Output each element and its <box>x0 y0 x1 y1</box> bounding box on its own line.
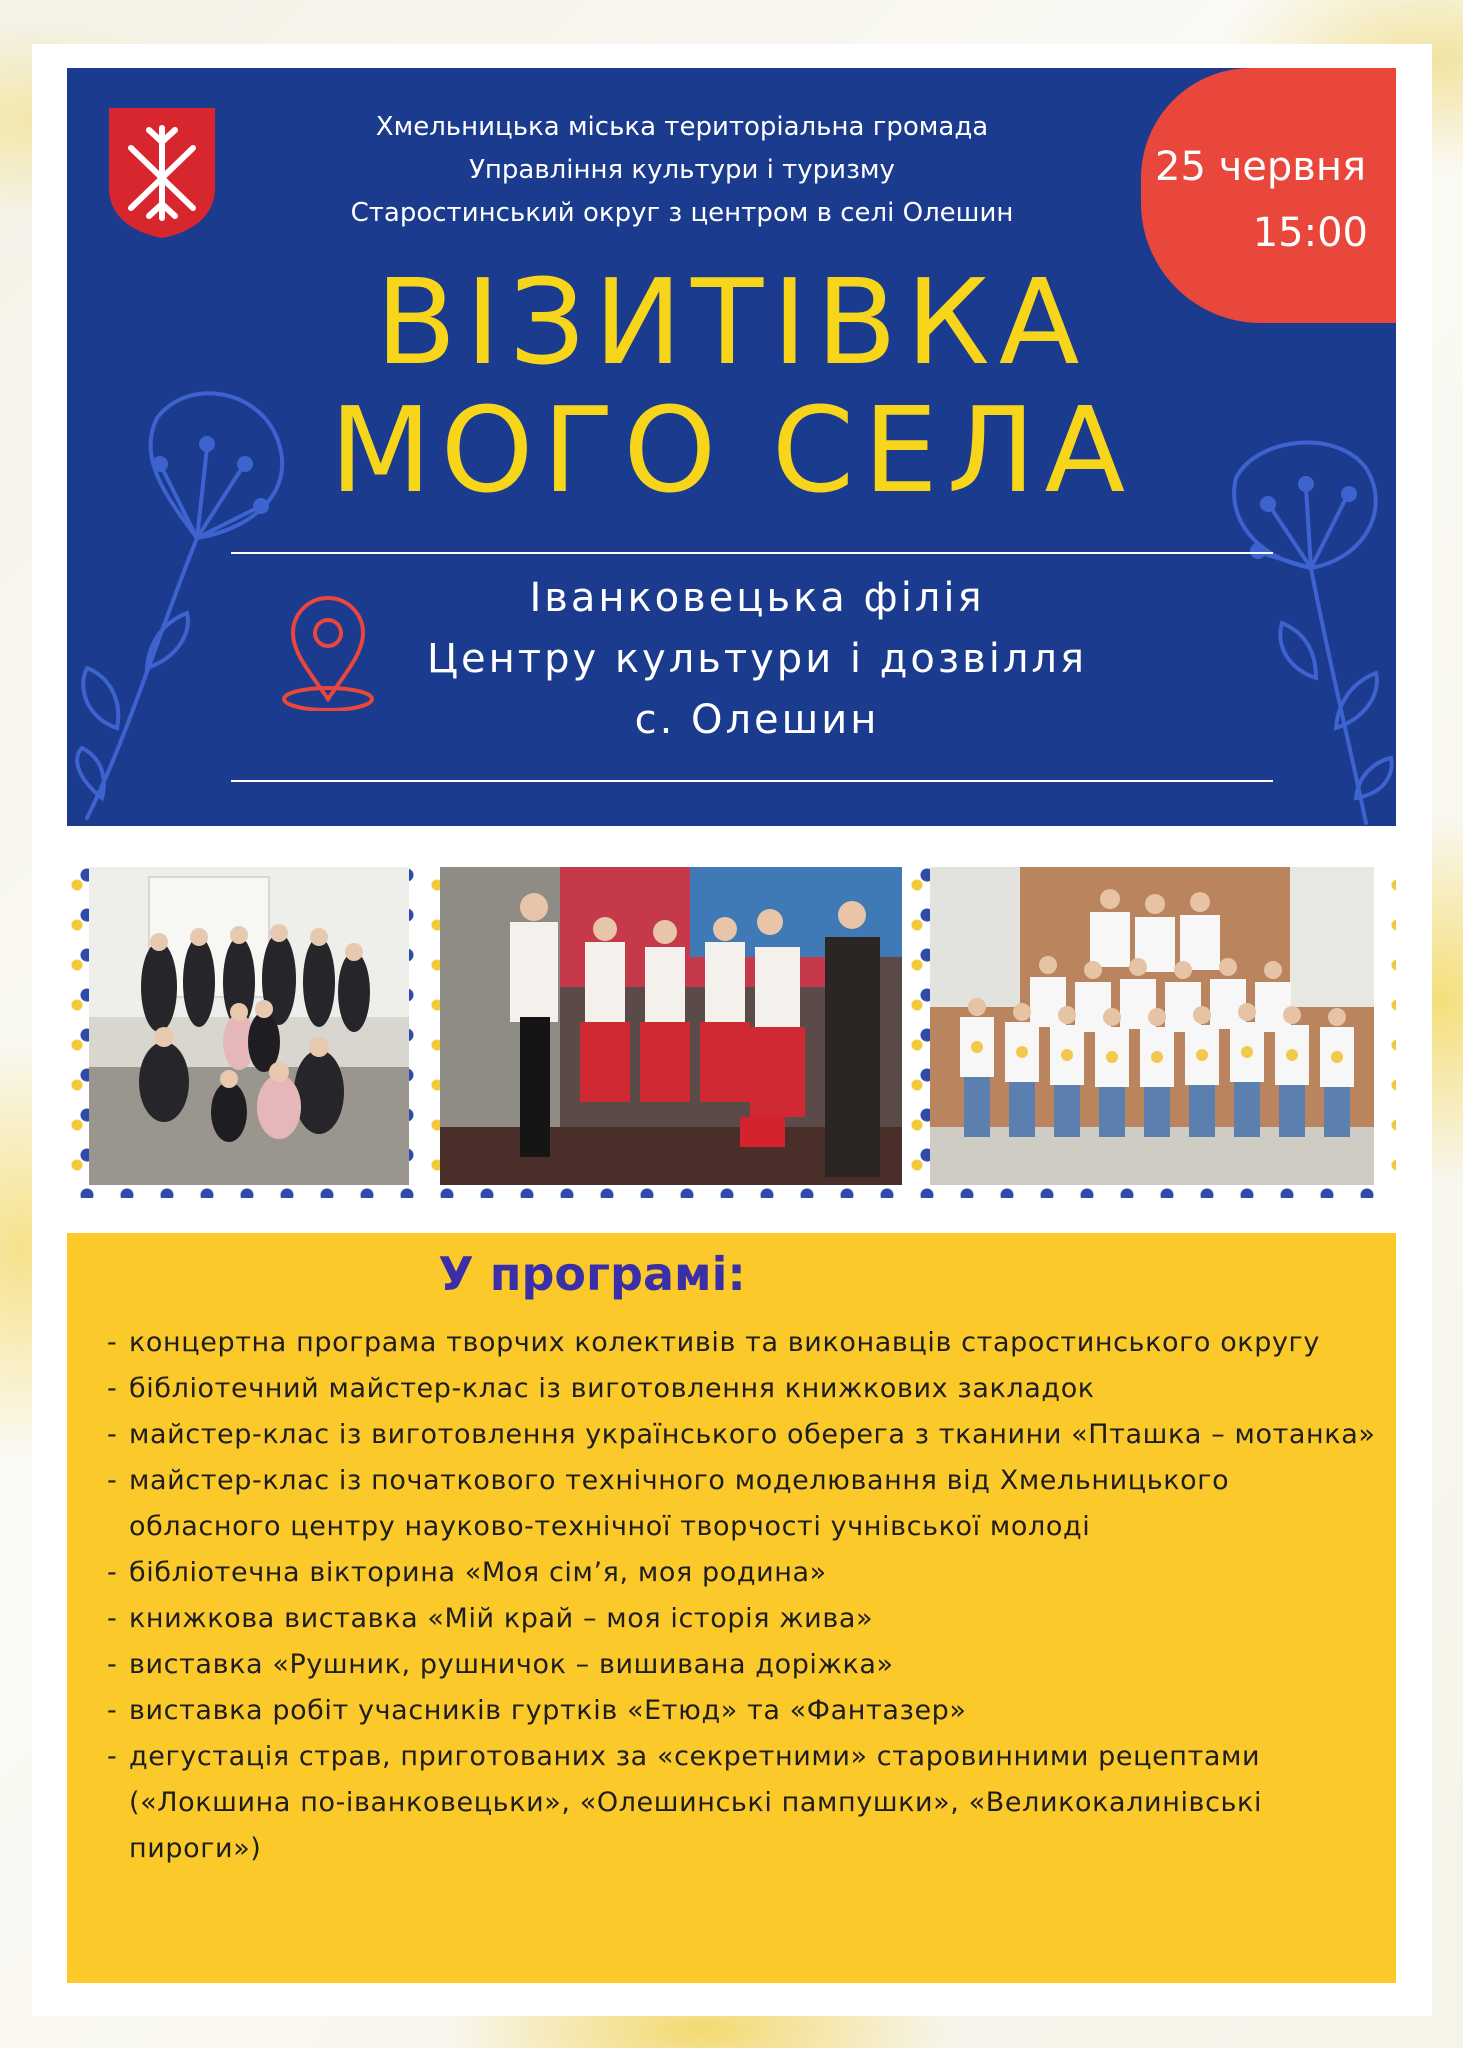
venue-line: с. Олешин <box>634 697 880 743</box>
city-coat-of-arms-icon <box>109 108 215 238</box>
organizer-line: Старостинський округ з центром в селі Олешин <box>350 198 1014 228</box>
photo-strip <box>67 855 1396 1198</box>
poster-header <box>67 68 1396 826</box>
event-time: 15:00 <box>1252 210 1368 256</box>
program-list <box>107 1320 1377 1872</box>
photo-children-choir <box>930 867 1374 1185</box>
organizer-line: Хмельницька міська територіальна громада <box>375 112 989 142</box>
program-item: - бібліотечна вікторина «Моя сім’я, моя родина» <box>107 1550 1377 1596</box>
program-item: - книжкова виставка «Мій край – моя історія жива» <box>107 1596 1377 1642</box>
program-section <box>67 1233 1396 1983</box>
location-pin-icon <box>279 591 377 711</box>
event-title <box>217 253 1247 519</box>
program-item: - бібліотечний майстер-клас із виготовлення книжкових закладок <box>107 1366 1377 1412</box>
divider-bottom <box>231 780 1273 782</box>
organizer-text <box>317 106 1047 235</box>
photo-youth-group <box>89 867 409 1185</box>
program-item: - виставка робіт учасників гуртків «Етюд» та «Фантазер» <box>107 1688 1377 1734</box>
program-item: - майстер-клас із початкового технічного моделювання від Хмельницького обласного центру науково-технічної творчості учнівської молоді <box>107 1458 1377 1550</box>
event-title-line: ВІЗИТІВКА <box>375 253 1089 391</box>
divider-top <box>231 552 1273 554</box>
program-title: У програмі: <box>438 1247 746 1301</box>
program-item: - виставка «Рушник, рушничок – вишивана доріжка» <box>107 1642 1377 1688</box>
event-date: 25 червня <box>1155 144 1367 190</box>
program-item: - майстер-клас із виготовлення українського оберега з тканини «Пташка – мотанка» <box>107 1412 1377 1458</box>
program-item: - дегустація страв, приготованих за «секретними» старовинними рецептами («Локшина по-іванковецьки», «Олешинські пампушки», «Великокалинівські пироги») <box>107 1734 1377 1872</box>
venue-line: Центру культури і дозвілля <box>426 636 1088 682</box>
organizer-line: Управління культури і туризму <box>469 155 895 185</box>
venue-line: Іванковецька філія <box>529 575 985 621</box>
photo-folk-ensemble <box>440 867 902 1185</box>
venue-text <box>367 568 1147 751</box>
program-item: - концертна програма творчих колективів та виконавців старостинського округу <box>107 1320 1377 1366</box>
event-title-line: МОГО СЕЛА <box>329 381 1135 519</box>
